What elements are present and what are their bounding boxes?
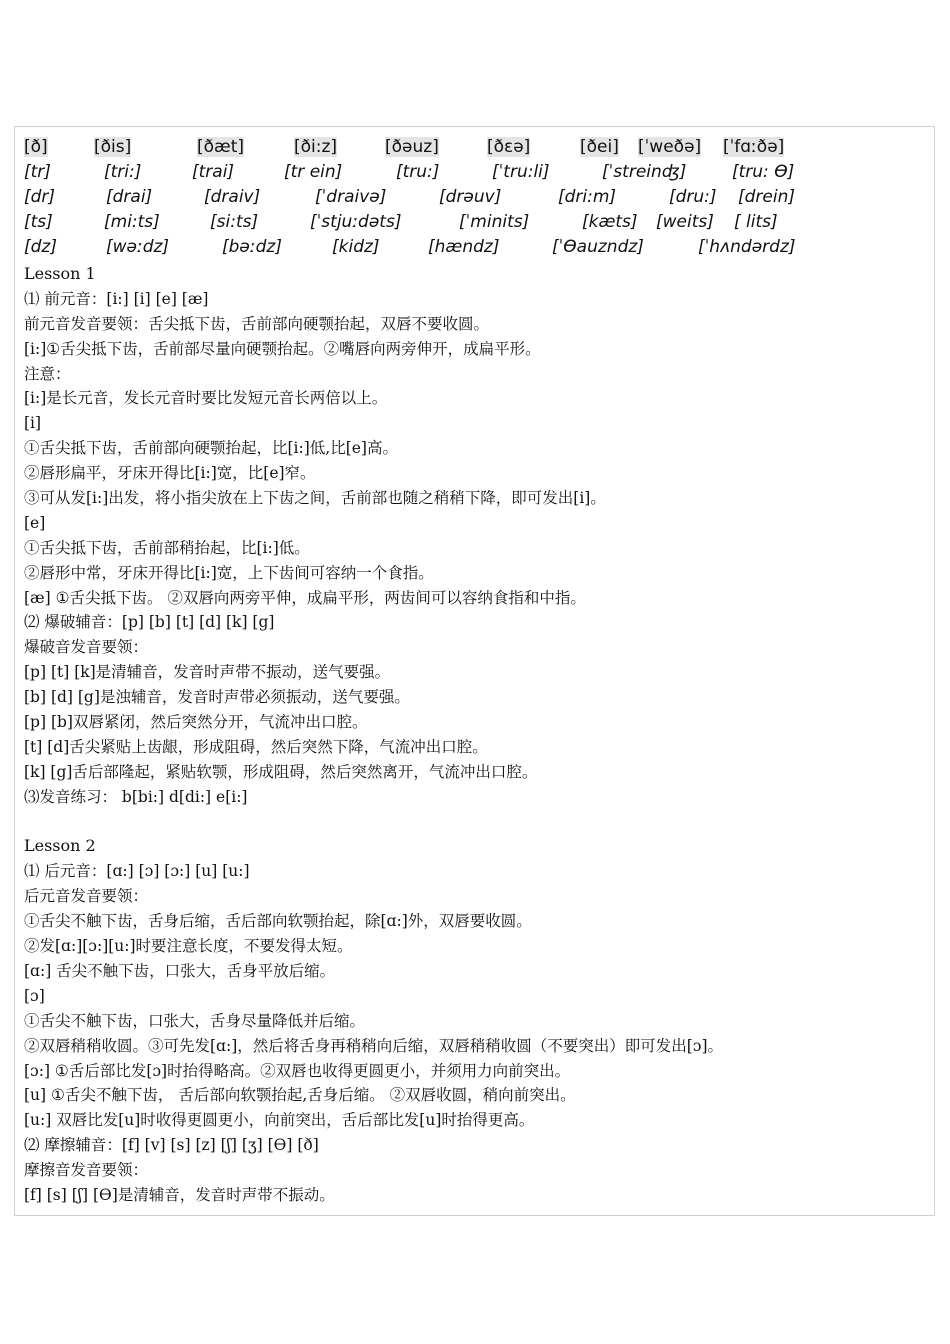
text-line: [u:] 双唇比发[u]时收得更圆更小，向前突出，舌后部比发[u]时抬得更高。	[24, 1111, 535, 1130]
ipa-token: [ðɛə]	[487, 137, 531, 157]
lesson-heading: Lesson 2	[24, 836, 96, 856]
ipa-token: [kæts]	[582, 212, 638, 232]
ipa-token: [tri:]	[104, 162, 142, 182]
ipa-token: [hændz]	[428, 237, 500, 257]
text-line: [ɔ:] ①舌后部比发[ɔ]时抬得略高。②双唇也收得更圆更小，并须用力向前突出。	[24, 1061, 571, 1080]
text-line: ①舌尖抵下齿，舌前部稍抬起，比[i:]低。	[24, 538, 310, 557]
text-line: ②双唇稍稍收圆。③可先发[ɑ:]，然后将舌身再稍稍向后缩，双唇稍稍收圆（不要突出）即可发出[ɔ]。	[24, 1036, 724, 1055]
text-line: ⑴ 后元音：[ɑ:] [ɔ] [ɔ:] [u] [u:]	[24, 862, 250, 881]
text-line: 注意：	[24, 364, 71, 383]
ipa-token: [ðæt]	[197, 137, 245, 157]
text-line: ②唇形扁平，牙床开得比[i:]宽，比[e]窄。	[24, 464, 316, 483]
text-line: 摩擦音发音要领：	[24, 1161, 149, 1180]
text-line: [k] [g]舌后部隆起，紧贴软颚，形成阻碍，然后突然离开，气流冲出口腔。	[24, 762, 538, 781]
text-line: ①舌尖抵下齿，舌前部向硬颚抬起，比[i:]低,比[e]高。	[24, 439, 398, 458]
ipa-token: [ˈminits]	[459, 212, 530, 232]
ipa-token: [tr ein]	[284, 162, 343, 182]
ipa-row-3	[24, 187, 924, 211]
ipa-token: [wəːdz]	[106, 237, 170, 257]
text-line: 后元音发音要领：	[24, 887, 149, 906]
text-line: [i:]是长元音，发长元音时要比发短元音长两倍以上。	[24, 389, 388, 408]
text-line: [e]	[24, 513, 46, 532]
ipa-token: [trai]	[192, 162, 235, 182]
ipa-token: [weits]	[656, 212, 714, 232]
text-line: [b] [d] [g]是浊辅音，发音时声带必须振动，送气要强。	[24, 688, 410, 707]
ipa-token: [ˈstreinʤ]	[602, 162, 687, 182]
ipa-token: [ðis]	[94, 137, 132, 157]
ipa-row-4	[24, 212, 924, 236]
ipa-token: [bəːdz]	[222, 237, 282, 257]
lesson-heading: Lesson 1	[24, 264, 96, 283]
text-line: ⑶发音练习： b[bi:] d[di:] e[i:]	[24, 787, 248, 806]
ipa-token: [tru: Ɵ]	[732, 162, 795, 182]
ipa-token: [drai]	[106, 187, 153, 207]
ipa-token: [ði:z]	[294, 137, 338, 157]
text-line: [t] [d]舌尖紧贴上齿龈，形成阻碍，然后突然下降，气流冲出口腔。	[24, 737, 488, 756]
text-line: [ɑ:] 舌尖不触下齿，口张大，舌身平放后缩。	[24, 961, 336, 980]
text-line: [p] [t] [k]是清辅音，发音时声带不振动，送气要强。	[24, 663, 391, 682]
text-line: [ɔ]	[24, 986, 45, 1005]
ipa-token: [ˈfɑːðə]	[723, 137, 785, 157]
ipa-token: [tr]	[24, 162, 51, 182]
ipa-token: [ð]	[24, 137, 48, 157]
ipa-token: [tru:]	[396, 162, 440, 182]
ipa-token: [dru:]	[669, 187, 717, 207]
text-line: 前元音发音要领：舌尖抵下齿，舌前部向硬颚抬起，双唇不要收圆。	[24, 314, 490, 333]
ipa-token: [dri:m]	[558, 187, 617, 207]
ipa-row-5	[24, 237, 924, 261]
ipa-token: [drein]	[738, 187, 796, 207]
ipa-token: [draiv]	[204, 187, 261, 207]
ipa-token: [ðəuz]	[385, 137, 439, 157]
ipa-token: [kidz]	[332, 237, 380, 257]
text-line: ②唇形中常，牙床开得比[i:]宽，上下齿间可容纳一个食指。	[24, 563, 434, 582]
ipa-token: [mi:ts]	[104, 212, 160, 232]
ipa-token: [ts]	[24, 212, 53, 232]
text-line: ①舌尖不触下齿，舌身后缩，舌后部向软颚抬起，除[ɑ:]外，双唇要收圆。	[24, 912, 532, 931]
ipa-token: [ˈweðə]	[638, 137, 702, 157]
ipa-row-2	[24, 162, 924, 186]
ipa-token: [ˈstjuːdəts]	[310, 212, 402, 232]
text-line: ③可从发[i:]出发，将小指尖放在上下齿之间，舌前部也随之稍稍下降，即可发出[i]。	[24, 489, 606, 508]
ipa-token: [ˈhʌndərdz]	[698, 237, 796, 257]
text-line: 爆破音发音要领：	[24, 638, 149, 657]
ipa-token: [dz]	[24, 237, 57, 257]
blank-line	[24, 810, 939, 835]
ipa-token: [drəuv]	[439, 187, 502, 207]
text-line: ⑵ 爆破辅音：[p] [b] [t] [d] [k] [g]	[24, 613, 275, 632]
text-line: [u] ①舌尖不触下齿， 舌后部向软颚抬起,舌身后缩。 ②双唇收圆，稍向前突出。	[24, 1086, 576, 1105]
ipa-token: [ðei]	[580, 137, 619, 157]
text-line: ②发[ɑ:][ɔ:][u:]时要注意长度，不要发得太短。	[24, 937, 353, 956]
ipa-token: [ˈdraivə]	[315, 187, 387, 207]
ipa-token: [si:ts]	[210, 212, 259, 232]
text-line: [i]	[24, 414, 42, 433]
lesson-text	[24, 262, 939, 1208]
text-line: ⑵ 摩擦辅音：[f] [v] [s] [z] [ʃ] [ʒ] [Ɵ] [ð]	[24, 1136, 319, 1155]
ipa-token: [dr]	[24, 187, 56, 207]
ipa-row-1	[24, 137, 924, 161]
text-line: [p] [b]双唇紧闭，然后突然分开，气流冲出口腔。	[24, 713, 368, 732]
text-line: [i:]①舌尖抵下齿，舌前部尽量向硬颚抬起。②嘴唇向两旁伸开，成扁平形。	[24, 339, 541, 358]
text-line: [æ] ①舌尖抵下齿。 ②双唇向两旁平伸，成扁平形，两齿间可以容纳食指和中指。	[24, 588, 586, 607]
ipa-token: [ˈƟauzndz]	[552, 237, 644, 257]
text-line: ⑴ 前元音：[i:] [i] [e] [æ]	[24, 289, 209, 308]
text-line: [f] [s] [ʃ] [Ɵ]是清辅音，发音时声带不振动。	[24, 1185, 335, 1204]
text-line: ①舌尖不触下齿，口张大，舌身尽量降低并后缩。	[24, 1011, 366, 1030]
ipa-token: [ˈtru:li]	[492, 162, 550, 182]
ipa-token: [ lits]	[734, 212, 778, 232]
